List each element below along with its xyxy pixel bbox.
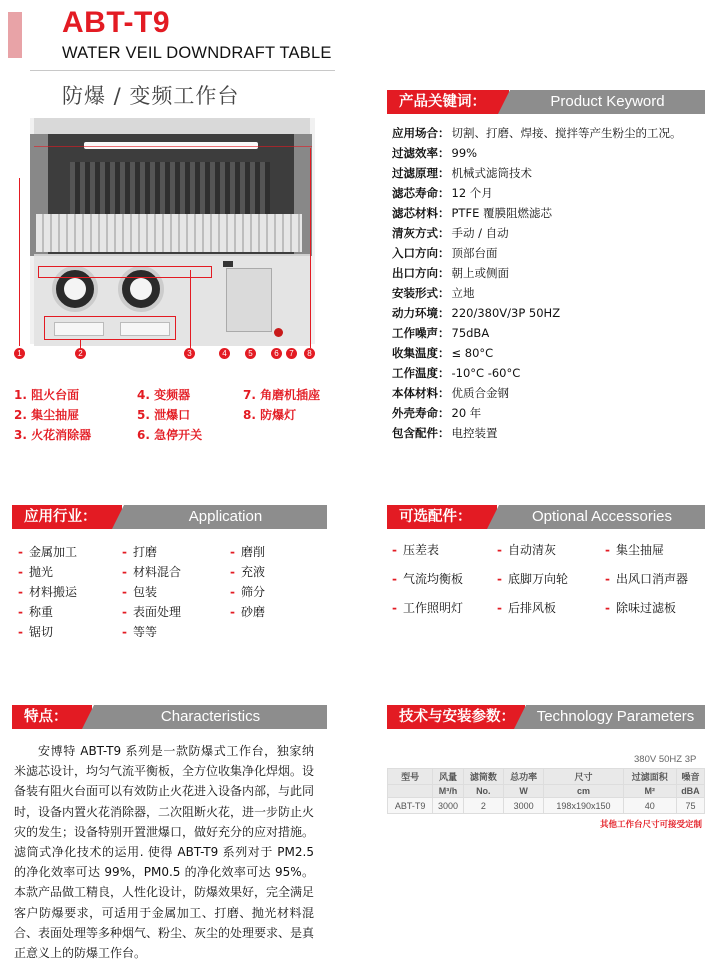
bullet-label: 表面处理 [132,605,181,619]
characteristics-header [12,705,327,729]
bullet-dash-icon: - [230,605,235,619]
bullet-dash-icon: - [605,543,610,557]
spec-row [392,425,498,441]
bullet-dash-icon: - [392,601,397,615]
bullet-dash-icon: - [392,543,397,557]
legend-item: 4. 变频器 [137,388,191,402]
bullet-item [18,623,53,640]
spec-value: 立地 [451,286,475,300]
title-divider [30,70,335,71]
bullet-dash-icon: - [605,572,610,586]
technology-title-cn: 技术与安装参数： [387,705,525,729]
spec-row [392,325,489,341]
bullet-dash-icon: - [497,601,502,615]
bullet-dash-icon: - [230,585,235,599]
table-cell: 40 [623,798,676,814]
parameter-table [387,768,705,814]
bullet-dash-icon: - [122,605,127,619]
product-keyword-header [387,90,705,114]
emergency-stop [274,328,283,337]
legend-item: 2. 集尘抽屉 [14,408,80,422]
callout-5: 5 [245,348,256,359]
callout-box-table [34,146,312,147]
table-header-unit: M³/h [433,785,463,798]
spec-value: 朝上或侧面 [451,266,509,280]
bullet-dash-icon: - [230,565,235,579]
bullet-dash-icon: - [497,543,502,557]
bullet-item [18,563,53,580]
legend-item: 3. 火花消除器 [14,428,92,442]
bullet-label: 筛分 [240,585,265,599]
table-header-row [388,769,705,785]
characteristics-title-cn: 特点： [12,705,92,729]
table-row [388,798,705,814]
spec-row [392,205,552,221]
spec-row [392,165,532,181]
inverter-display [223,261,233,267]
technology-title-en: Technology Parameters [526,705,705,729]
spec-key: 工作噪声： [392,326,450,340]
bullet-label: 砂磨 [240,605,265,619]
legend-item: 1. 阻火台面 [14,388,80,402]
model-title: ABT-T9 [62,6,170,39]
subtitle-chinese: 防爆 / 变频工作台 [62,84,240,108]
spec-row [392,145,477,161]
bullet-dash-icon: - [497,572,502,586]
bullet-label: 称重 [28,605,53,619]
airflow-grille [70,162,270,222]
bullet-dash-icon: - [122,565,127,579]
spec-row [392,245,498,261]
bullet-label: 集尘抽屉 [615,543,664,557]
bullet-dash-icon: - [122,625,127,639]
bullet-item [18,583,77,600]
table-header-cell: 滤筒数 [463,769,503,785]
table-header-cell: 尺寸 [544,769,623,785]
bullet-item [605,541,664,558]
bullet-dash-icon: - [392,572,397,586]
spec-value: 75dBA [451,326,490,340]
spec-key: 本体材料： [392,386,450,400]
table-header-cell: 噪音 [676,769,704,785]
spec-row [392,125,682,141]
fire-barrier-table [36,214,302,252]
spec-key: 过滤原理： [392,166,450,180]
application-title-cn: 应用行业： [12,505,122,529]
bullet-item [497,599,556,616]
callout-7: 7 [286,348,297,359]
spec-key: 滤芯材料： [392,206,450,220]
bullet-item [605,570,688,587]
bullet-dash-icon: - [122,545,127,559]
optional-title-en: Optional Accessories [499,505,705,529]
bullet-label: 材料搬运 [28,585,77,599]
spec-value: 220/380V/3P 50HZ [451,306,561,320]
bullet-item [18,603,53,620]
spec-value: 12 个月 [451,186,493,200]
callout-1: 1 [14,348,25,359]
product-keyword-title-cn: 产品关键词： [387,90,509,114]
bullet-label: 底脚万向轮 [507,572,568,586]
bullet-item [122,543,157,560]
spec-row [392,405,481,421]
table-header-unit: No. [463,785,503,798]
bullet-item [230,563,265,580]
callout-6: 6 [271,348,282,359]
legend-item: 7. 角磨机插座 [243,388,321,402]
table-cell: 198x190x150 [544,798,623,814]
bullet-label: 气流均衡板 [402,572,463,586]
spec-value: 优质合金钢 [451,386,509,400]
spec-value: 电控装置 [451,426,498,440]
table-cell: 3000 [503,798,543,814]
table-header-cell: 型号 [388,769,433,785]
table-header-cell: 过滤面积 [623,769,676,785]
bullet-item [18,543,77,560]
bullet-item [230,583,265,600]
bullet-label: 自动清灰 [507,543,556,557]
spec-key: 清灰方式： [392,226,450,240]
spec-value: 99% [451,146,478,160]
spec-key: 工作温度： [392,366,450,380]
optional-header [387,505,705,529]
table-cell: 2 [463,798,503,814]
optional-title-cn: 可选配件： [387,505,497,529]
callout-3: 3 [184,348,195,359]
spec-key: 入口方向： [392,246,450,260]
bullet-label: 后排风板 [507,601,556,615]
bullet-label: 压差表 [402,543,439,557]
legend-item: 8. 防爆灯 [243,408,297,422]
table-header-unit: dBA [676,785,704,798]
bullet-label: 金属加工 [28,545,77,559]
bullet-dash-icon: - [18,625,23,639]
spec-key: 应用场合： [392,126,450,140]
product-image [30,118,315,344]
bullet-item [122,563,181,580]
bullet-label: 等等 [132,625,157,639]
bullet-label: 抛光 [28,565,53,579]
spec-row [392,385,509,401]
bullet-item [230,543,265,560]
power-note: 380V 50HZ 3P [634,754,697,765]
bullet-item [497,541,556,558]
spec-value: -10°C -60°C [451,366,521,380]
bullet-dash-icon: - [122,585,127,599]
table-header-unit: cm [544,785,623,798]
callout-box-spark [38,266,212,278]
bullet-label: 打磨 [132,545,157,559]
bullet-item [122,623,157,640]
bullet-dash-icon: - [18,585,23,599]
technology-header [387,705,705,729]
bullet-dash-icon: - [18,605,23,619]
bullet-label: 锯切 [28,625,53,639]
spec-value: 切割、打磨、焊接、搅拌等产生粉尘的工况。 [451,126,682,140]
application-header [12,505,327,529]
table-header-row [388,785,705,798]
spec-row [392,285,475,301]
spec-value: 顶部台面 [451,246,498,260]
callout-line-1 [19,178,20,346]
spec-key: 动力环境： [392,306,450,320]
table-header-unit: W [503,785,543,798]
characteristics-text [14,741,314,963]
bullet-item [122,583,157,600]
table-header-unit [388,785,433,798]
bullet-dash-icon: - [605,601,610,615]
table-header-cell: 总功率 [503,769,543,785]
bullet-item [230,603,265,620]
spec-row [392,225,509,241]
bullet-item [392,599,463,616]
bullet-label: 材料混合 [132,565,181,579]
product-keyword-title-en: Product Keyword [510,90,705,114]
spec-value: 20 年 [451,406,482,420]
bullet-item [392,570,463,587]
legend-item: 6. 急停开关 [137,428,203,442]
bullet-item [122,603,181,620]
application-title-en: Application [124,505,327,529]
spec-row [392,365,520,381]
spec-row [392,305,560,321]
callout-2: 2 [75,348,86,359]
spec-key: 滤芯寿命： [392,186,450,200]
spec-row [392,185,493,201]
table-header-unit: M² [623,785,676,798]
callout-line-3 [190,270,191,348]
callout-line-2 [80,340,81,348]
spec-value: ≤ 80°C [451,346,494,360]
spec-value: 机械式滤筒技术 [451,166,532,180]
table-cell: ABT-T9 [388,798,433,814]
bullet-item [392,541,439,558]
bullet-dash-icon: - [230,545,235,559]
bullet-dash-icon: - [18,545,23,559]
spec-row [392,265,509,281]
characteristics-paragraph: 安博特 ABT-T9 系列是一款防爆式工作台，独家纳米滤芯设计，均匀气流平衡板，全方位收集净化焊烟。设备装有阻火台面可以有效防止火花进入设备内部，与此同时，设备内置火花消除器，二次阻断火花，进一步防止火灾的发生；设备特别开置泄爆口，做好充分的应对措施。滤筒式净化技术的运用. 使得 ABT-T9 系列对于 PM2.5 的净化效率可达 99%，PM0.5 的净化效率可达 95%。本款产品做工精良，人性化设计，防爆效果好，完全满足客户防爆要求，可适用于金属加工、打磨、抛光材料混合、表面处理等多种烟气、粉尘、灰尘的处理要求、是真正意义上的防爆工作台。 [14,744,315,961]
explosion-vent-panel [226,268,272,332]
subtitle-english: WATER VEIL DOWNDRAFT TABLE [62,44,332,62]
callout-line-8 [310,148,311,348]
bullet-label: 除味过滤板 [615,601,676,615]
spec-row [392,345,493,361]
callout-box-drawer [44,316,176,340]
bullet-label: 磨削 [240,545,265,559]
bullet-label: 包装 [132,585,157,599]
table-cell: 75 [676,798,704,814]
bullet-item [497,570,568,587]
bullet-item [605,599,676,616]
table-cell: 3000 [433,798,463,814]
characteristics-title-en: Characteristics [94,705,327,729]
spec-key: 外壳寿命： [392,406,450,420]
table-header-cell: 风量 [433,769,463,785]
bullet-label: 出风口消声器 [615,572,688,586]
custom-size-note: 其他工作台尺寸可接受定制 [600,820,703,830]
spec-key: 安装形式： [392,286,450,300]
spec-key: 收集温度： [392,346,450,360]
spec-value: 手动 / 自动 [451,226,509,240]
title-accent-bar [8,12,22,58]
spec-key: 包含配件： [392,426,450,440]
spec-key: 出口方向： [392,266,450,280]
spec-value: PTFE 覆膜阻燃滤芯 [451,206,552,220]
callout-8: 8 [304,348,315,359]
spec-key: 过滤效率： [392,146,450,160]
bullet-label: 充液 [240,565,265,579]
bullet-dash-icon: - [18,565,23,579]
legend-item: 5. 泄爆口 [137,408,191,422]
bullet-label: 工作照明灯 [402,601,463,615]
callout-4: 4 [219,348,230,359]
